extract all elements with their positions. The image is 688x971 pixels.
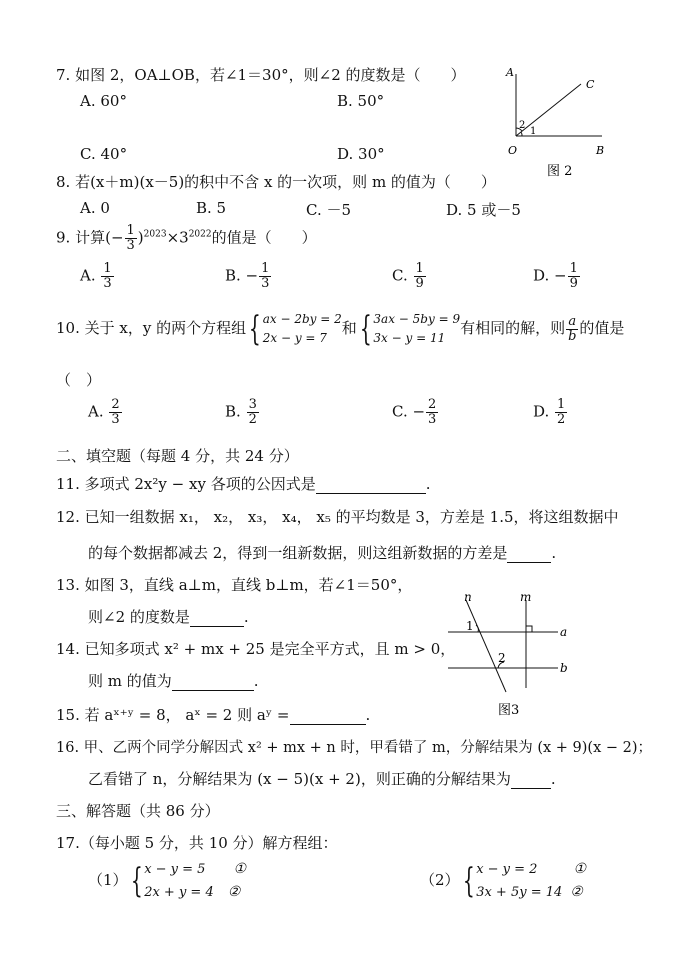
fig2-label-o: O (508, 144, 518, 157)
q17-p2-mark1: ① (573, 861, 587, 877)
q17-p2-label: （2） (420, 871, 460, 889)
q10-d-num: 1 (557, 397, 566, 412)
q17-p2-eq1: x − y = 2 (476, 862, 538, 877)
q15-blank[interactable] (290, 710, 366, 725)
q8-option-c: C. －5 (306, 201, 352, 219)
q9-a-label: A. (80, 266, 96, 285)
q10-c-label: C. − (392, 402, 426, 421)
section-2-heading: 二、填空题（每题 4 分，共 24 分） (56, 447, 299, 465)
q9-d-num: 1 (569, 261, 578, 276)
q10-lead: 10. 关于 x，y 的两个方程组 (56, 319, 247, 337)
q10-option-a (88, 398, 123, 427)
q10-b-frac (247, 398, 259, 427)
q9-exp1: 2023 (143, 229, 167, 240)
q10-and: 和 (341, 319, 357, 337)
q9-exp2: 2022 (188, 229, 212, 240)
fig3-label-n: n (464, 590, 472, 604)
q10-brace-2: { (359, 309, 372, 349)
q7-option-b: B. 50° (337, 92, 385, 110)
q8-stem: 8. 若(x＋m)(x－5)的积中不含 x 的一次项，则 m 的值为（ ） (56, 173, 496, 191)
q16-line2 (88, 768, 556, 789)
q9-b-den: 3 (261, 276, 270, 291)
q17-p2-mark2: ② (570, 884, 583, 900)
fig2-caption: 图 2 (547, 164, 573, 179)
fig2-label-c: C (586, 78, 595, 91)
q10-b-den: 2 (248, 412, 257, 427)
q8-option-a: A. 0 (80, 199, 110, 217)
q17-p1-label: （1） (88, 871, 128, 889)
q11-blank[interactable] (316, 479, 426, 494)
q10-brace-1: { (248, 309, 261, 349)
q13-end: . (243, 608, 249, 626)
fig3-caption: 图3 (498, 703, 520, 718)
q15 (56, 704, 370, 725)
q9-option-c (392, 262, 427, 291)
q9-d-frac (568, 262, 580, 291)
q9-frac-num: 1 (126, 223, 135, 238)
q9-times: ×3 (166, 228, 189, 247)
q17-p2-eq2: 3x + 5y = 14 (476, 885, 563, 900)
q9-frac-den: 3 (126, 238, 135, 253)
q12-end: . (551, 544, 557, 562)
q11 (56, 473, 430, 494)
q14-line1: 14. 已知多项式 x² + mx + 25 是完全平方式，且 m > 0， (56, 640, 456, 658)
fig2-angle-2: 2 (519, 120, 526, 131)
q10-answer-paren: （ ） (56, 371, 102, 389)
fig2-label-a: A (506, 66, 514, 79)
q16-end: . (550, 770, 556, 788)
q10-sys1-line1: ax − 2by = 2 (262, 312, 342, 326)
q7-option-a: A. 60° (80, 92, 127, 110)
q9-a-num: 1 (103, 261, 112, 276)
q9-b-frac (259, 262, 271, 291)
q9-paren-close: ) (137, 228, 144, 247)
q10-b-num: 3 (248, 397, 257, 412)
q10-a-den: 3 (111, 412, 120, 427)
q10-option-c (392, 398, 439, 427)
q13-text: 则∠2 的度数是 (88, 608, 190, 626)
q14-line2 (88, 670, 259, 691)
q7-option-d: D. 30° (337, 145, 385, 163)
q10-option-d (533, 398, 568, 427)
q16-text: 乙看错了 n，分解结果为 (x − 5)(x + 2)，则正确的分解结果为 (88, 770, 511, 788)
q17-p1-mark2: ② (227, 884, 241, 900)
q16-blank[interactable] (511, 774, 551, 789)
q17-part1 (88, 858, 246, 904)
q12-blank[interactable] (507, 548, 551, 563)
q10-fraction (566, 315, 578, 344)
q16-line1: 16. 甲、乙两个同学分解因式 x² + mx + n 时，甲看错了 m，分解结果为 (x + 9)(x − 2)； (56, 740, 653, 756)
fig2-label-b: B (596, 144, 605, 157)
q9-stem (56, 224, 317, 253)
q9-fraction (125, 224, 137, 253)
q14-text: 则 m 的值为 (88, 672, 172, 690)
q10-sys2-line2: 3x − y = 11 (373, 331, 446, 345)
q17-p1-eq2: 2x + y = 4 (144, 885, 214, 900)
q17-stem: 17.（每小题 5 分，共 10 分）解方程组： (56, 834, 338, 852)
q13-line1: 13. 如图 3，直线 a⊥m，直线 b⊥m，若∠1＝50°， (56, 576, 413, 594)
q10-c-num: 2 (428, 397, 437, 412)
q10-d-den: 2 (557, 412, 566, 427)
q10-d-frac (555, 398, 567, 427)
section-3-heading: 三、解答题（共 86 分） (56, 802, 220, 820)
q17-part2 (420, 858, 586, 904)
q9-c-frac (414, 262, 426, 291)
fig3-label-b: b (560, 661, 568, 675)
q13-line2 (88, 606, 249, 627)
q10-sys1-line2: 2x − y = 7 (262, 331, 327, 345)
fig3-angle-2: 2 (498, 651, 506, 665)
q9-b-label: B. − (225, 266, 259, 285)
q9-c-label: C. (392, 266, 408, 285)
q9-c-num: 1 (415, 261, 424, 276)
q10-frac-den: b (568, 328, 577, 344)
q12-text: 的每个数据都减去 2，得到一组新数据，则这组新数据的方差是 (88, 544, 508, 562)
q10-tail1: 有相同的解，则 (460, 319, 566, 337)
q15-end: . (365, 706, 371, 724)
q12-line2 (88, 542, 556, 563)
q17-p1-eq1: x − y = 5 (144, 862, 206, 877)
q9-paren-open: (− (105, 228, 124, 247)
q10-a-num: 2 (111, 397, 120, 412)
q9-b-num: 1 (261, 261, 270, 276)
q9-option-d (533, 262, 581, 291)
fig2-angle-1: 1 (530, 126, 537, 137)
q10-b-label: B. (225, 402, 241, 421)
q9-d-den: 9 (569, 276, 578, 291)
q15-text: 15. 若 aˣ⁺ʸ = 8， aˣ = 2 则 aʸ = (56, 706, 290, 724)
q10-system-1 (263, 310, 342, 348)
q7-option-c: C. 40° (80, 145, 128, 163)
q17-p1-mark1: ① (233, 861, 247, 877)
q9-tail: 的值是（ ） (211, 228, 317, 247)
q13-blank[interactable] (190, 612, 244, 627)
q12-line1: 12. 已知一组数据 x₁， x₂， x₃， x₄， x₅ 的平均数是 3，方差是 1.5，将这组数据中 (56, 508, 619, 526)
q7-stem: 7. 如图 2，OA⊥OB，若∠1＝30°，则∠2 的度数是（ ） (56, 66, 466, 84)
q8-option-d: D. 5 或－5 (446, 201, 521, 219)
q10-frac-num: a (566, 315, 578, 330)
q10-c-frac (426, 398, 438, 427)
q10-a-frac (109, 398, 121, 427)
figure-3 (440, 590, 580, 720)
q9-a-frac (101, 262, 113, 291)
q10-sys2-line1: 3ax − 5by = 9 (373, 312, 461, 326)
q10-stem (56, 310, 624, 348)
q14-end: . (253, 672, 259, 690)
q9-option-a (80, 262, 115, 291)
q17-p1-brace: { (130, 861, 143, 901)
q10-option-b (225, 398, 260, 427)
q9-a-den: 3 (103, 276, 112, 291)
q11-text: 11. 多项式 2x²y − xy 各项的公因式是 (56, 475, 316, 493)
q17-p2-system (476, 858, 586, 904)
q8-option-b: B. 5 (196, 199, 227, 217)
fig3-label-m: m (520, 590, 532, 604)
q10-system-2 (373, 310, 460, 348)
q10-c-den: 3 (428, 412, 437, 427)
figure-2 (496, 62, 616, 182)
q9-c-den: 9 (415, 276, 424, 291)
q14-blank[interactable] (172, 676, 254, 691)
q17-p2-brace: { (462, 861, 475, 901)
q11-end: . (425, 475, 431, 493)
q9-d-label: D. − (533, 266, 567, 285)
q10-d-label: D. (533, 402, 550, 421)
fig3-label-a: a (560, 625, 568, 639)
q9-lead: 9. 计算 (56, 228, 106, 247)
q10-tail2: 的值是 (579, 319, 625, 337)
q10-a-label: A. (88, 402, 104, 421)
q17-p1-system (144, 858, 246, 904)
q9-option-b (225, 262, 272, 291)
fig3-angle-1: 1 (466, 619, 474, 633)
